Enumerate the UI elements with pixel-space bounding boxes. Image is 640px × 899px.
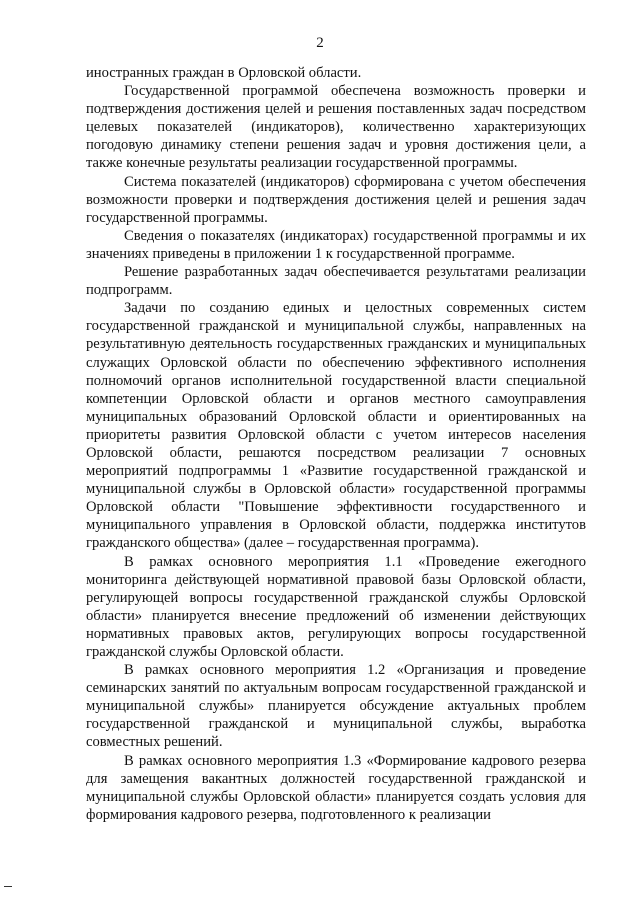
- page-number: 2: [316, 35, 324, 51]
- document-body: [86, 64, 586, 824]
- paragraph-program-verification: Государственной программой обеспечена возможность проверки и подтверждения достижения целей и решения поставленных задач посредством целевых показателей (индикаторов), количественно характеризующих погодовую динамику степени решения задач и уровня достижения цели, а также конечные результаты реализации государственной программы.: [86, 83, 586, 172]
- margin-mark: [4, 886, 12, 887]
- paragraph-indicator-system: Система показателей (индикаторов) сформирована с учетом обеспечения возможности проверки и подтверждения достижения целей и решения задач государственной программы.: [86, 173, 586, 226]
- paragraph-measure-1-3: В рамках основного мероприятия 1.3 «Формирование кадрового резерва для замещения вакантных должностей государственной гражданской и муниципальной службы Орловской области» планируется создать условия для формирования кадрового резерва, подготовленного к реализации: [86, 752, 586, 823]
- paragraph-measure-1-1: В рамках основного мероприятия 1.1 «Проведение ежегодного мониторинга действующей нормативной правовой базы Орловской области, регулирующей вопросы государственной гражданской службы Орловской области» планируется внесение предложений об изменении действующих нормативных правовых актов, регулирующих вопросы государственной гражданской службы Орловской области.: [86, 553, 586, 660]
- paragraph-measure-1-2: В рамках основного мероприятия 1.2 «Организация и проведение семинарских занятий по актуальным вопросам государственной гражданской и муниципальной службы» планируется обсуждение актуальных проблем государственной гражданской и муниципальной службы, выработка совместных решений.: [86, 662, 586, 751]
- paragraph-tasks-solution: Решение разработанных задач обеспечивается результатами реализации подпрограмм.: [86, 264, 586, 299]
- paragraph-indicator-info: Сведения о показателях (индикаторах) государственной программы и их значениях приведены в приложении 1 к государственной программе.: [86, 227, 586, 262]
- paragraph-continuation: иностранных граждан в Орловской области.: [86, 65, 362, 81]
- paragraph-civil-service-tasks: Задачи по созданию единых и целостных современных систем государственной гражданской и муниципальной службы, направленных на результативную деятельность государственных гражданских и муниципальных служащих Орловской области по обеспечению эффективного исполнения полномочий органов исполнительной государственной власти специальной компетенции Орловской области и органов местного самоуправления муниципальных образований Орловской области и ориентированных на приоритеты развития Орловской области с учетом интересов населения Орловской области, решаются посредством реализации 7 основных мероприятий подпрограммы 1 «Развитие государственной гражданской и муниципальной службы в Орловской области» государственной программы Орловской области "Повышение эффективности государственного и муниципального управления в Орловской области, поддержка институтов гражданского общества» (далее – государственная программа).: [86, 300, 586, 552]
